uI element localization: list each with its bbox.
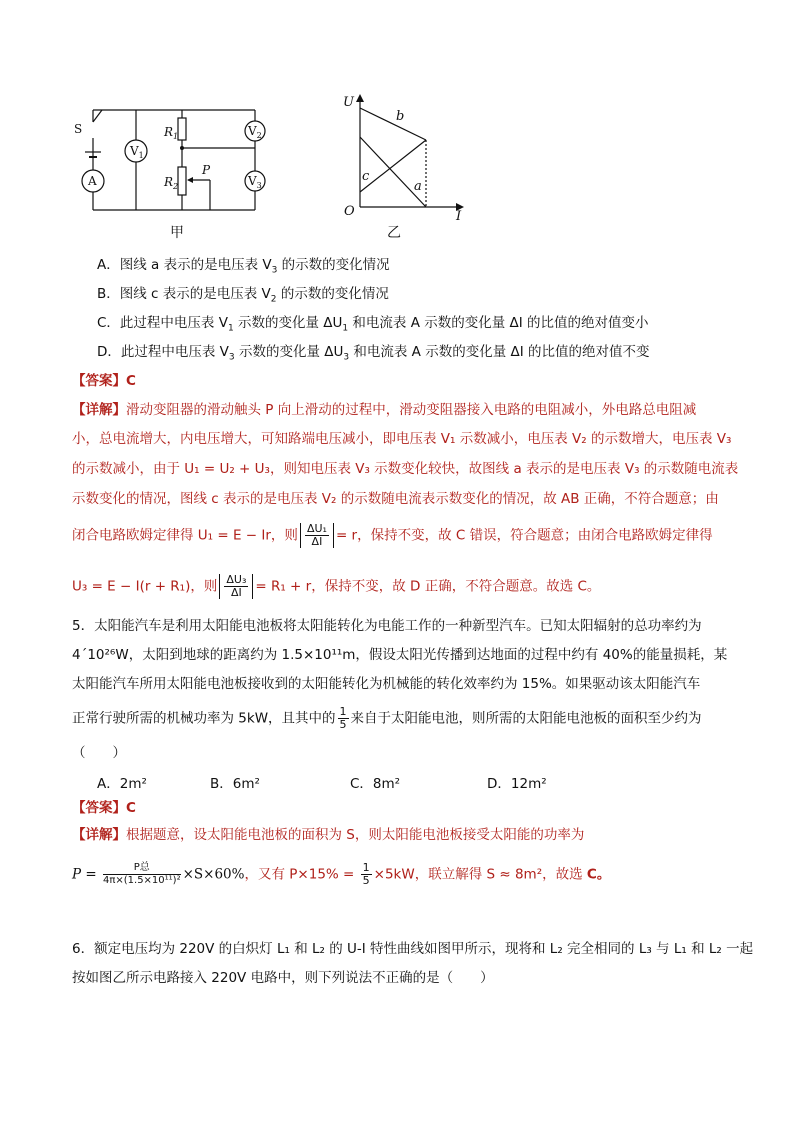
- q4-detail-line-3: 的示数减小，由于 U₁ = U₂ + U₃，则知电压表 V₃ 示数变化较快，故图线 a 表示的是电压表 V₃ 的示数随电流表: [72, 461, 739, 477]
- resistor-r1-label: $R_1$: [164, 125, 179, 141]
- line-c-label: c: [362, 169, 370, 184]
- q5-line-3: 太阳能汽车所用太阳能电池板接收到的太阳能转化为机械能的转化效率约为 15%。如果驱动该太阳能汽车: [72, 676, 701, 692]
- q5-answer: 【答案】C: [72, 800, 136, 816]
- q4-detail-line-5: 闭合电路欧姆定律得 U₁ = E − Ir，则 $\frac{\text{ΔU₁}}{\Delta I}$ = r，保持不变，故 C 错误，符合题意；由闭合电路欧姆定律得: [72, 522, 713, 548]
- circuit-caption: 甲: [170, 225, 184, 241]
- q5-option-b: B．6m²: [210, 776, 260, 792]
- q6-line-1: 6．额定电压均为 220V 的白炽灯 L₁ 和 L₂ 的 U-I 特性曲线如图甲所示，现将和 L₂ 完全相同的 L₃ 与 L₁ 和 L₂ 一起: [72, 941, 754, 957]
- line-b-label: b: [396, 109, 405, 124]
- q4-detail-line-1: 【详解】滑动变阻器的滑动触头 P 向上滑动的过程中，滑动变阻器接入电路的电阻减小，外电路总电阻减: [72, 402, 697, 418]
- q4-answer: 【答案】C: [72, 373, 136, 389]
- line-a-label: a: [414, 179, 422, 194]
- q6-line-2: 按如图乙所示电路接入 220V 电路中，则下列说法不正确的是（ ）: [72, 970, 494, 986]
- q4-detail-line-2: 小，总电流增大，内电压增大，可知路端电压减小，即电压表 V₁ 示数减小，电压表 V₂ 的示数增大，电压表 V₃: [72, 431, 732, 447]
- q4-option-c: C．此过程中电压表 $V_1$ 示数的变化量 $\Delta U_1$ 和电流表 A 示数的变化量 ΔI 的比值的绝对值变小: [97, 315, 649, 334]
- ammeter-label: A: [88, 174, 97, 188]
- q4-option-a: A．图线 a 表示的是电压表 $V_3$ 的示数的变化情况: [97, 257, 390, 276]
- voltmeter-v2-label: $V_2$: [248, 124, 262, 140]
- q5-detail-line-1: 【详解】根据题意，设太阳能电池板的面积为 S，则太阳能电池板接受太阳能的功率为: [72, 827, 585, 843]
- circuit-diagram: [70, 100, 280, 240]
- q5-line-5: （ ）: [72, 745, 126, 761]
- graph-caption: 乙: [387, 225, 401, 241]
- q5-detail-line-2: P = $\frac{\text{P总}}{\text{4π×(1.5×10¹¹)²}}$ ×S×60%，又有 P×15% = $\frac{1}{5}$ ×5kW，联立解得 S ≈ 8m²，故选 C。: [72, 861, 611, 887]
- q5-line-1: 5．太阳能汽车是利用太阳能电池板将太阳能转化为电能工作的一种新型汽车。已知太阳辐射的总功率约为: [72, 618, 702, 634]
- origin-label: O: [344, 204, 355, 219]
- slider-p-label: P: [202, 163, 211, 177]
- q4-detail-line-4: 示数变化的情况，图线 c 表示的是电压表 V₂ 的示数随电流表示数变化的情况，故 AB 正确，不符合题意；由: [72, 491, 719, 507]
- voltmeter-v1-label: $V_1$: [130, 144, 144, 160]
- q5-line-2: 4´10²⁶W，太阳到地球的距离约为 1.5×10¹¹m，假设太阳光传播到达地面的过程中约有 40%的能量损耗，某: [72, 647, 728, 663]
- resistor-r2-label: $R_2$: [164, 175, 179, 191]
- switch-label: S: [74, 122, 83, 136]
- q5-option-a: A．2m²: [97, 776, 147, 792]
- q5-line-4: 正常行驶所需的机械功率为 5kW，且其中的 $\frac{1}{5}$ 来自于太阳能电池，则所需的太阳能电池板的面积至少约为: [72, 705, 702, 731]
- q5-option-d: D．12m²: [487, 776, 547, 792]
- axis-u-label: U: [343, 95, 354, 110]
- q4-option-b: B．图线 c 表示的是电压表 $V_2$ 的示数的变化情况: [97, 286, 389, 305]
- q4-option-d: D．此过程中电压表 $V_3$ 示数的变化量 $\Delta U_3$ 和电流表 A 示数的变化量 ΔI 的比值的绝对值不变: [97, 344, 650, 363]
- ui-graph: [310, 90, 470, 225]
- q5-option-c: C．8m²: [350, 776, 401, 792]
- voltmeter-v3-label: $V_3$: [248, 174, 262, 190]
- q4-detail-line-6: U₃ = E − I(r + R₁)，则 $\frac{\text{ΔU₃}}{\Delta I}$ = R₁ + r，保持不变，故 D 正确，不符合题意。故选 C。: [72, 573, 601, 599]
- axis-i-label: I: [456, 209, 462, 224]
